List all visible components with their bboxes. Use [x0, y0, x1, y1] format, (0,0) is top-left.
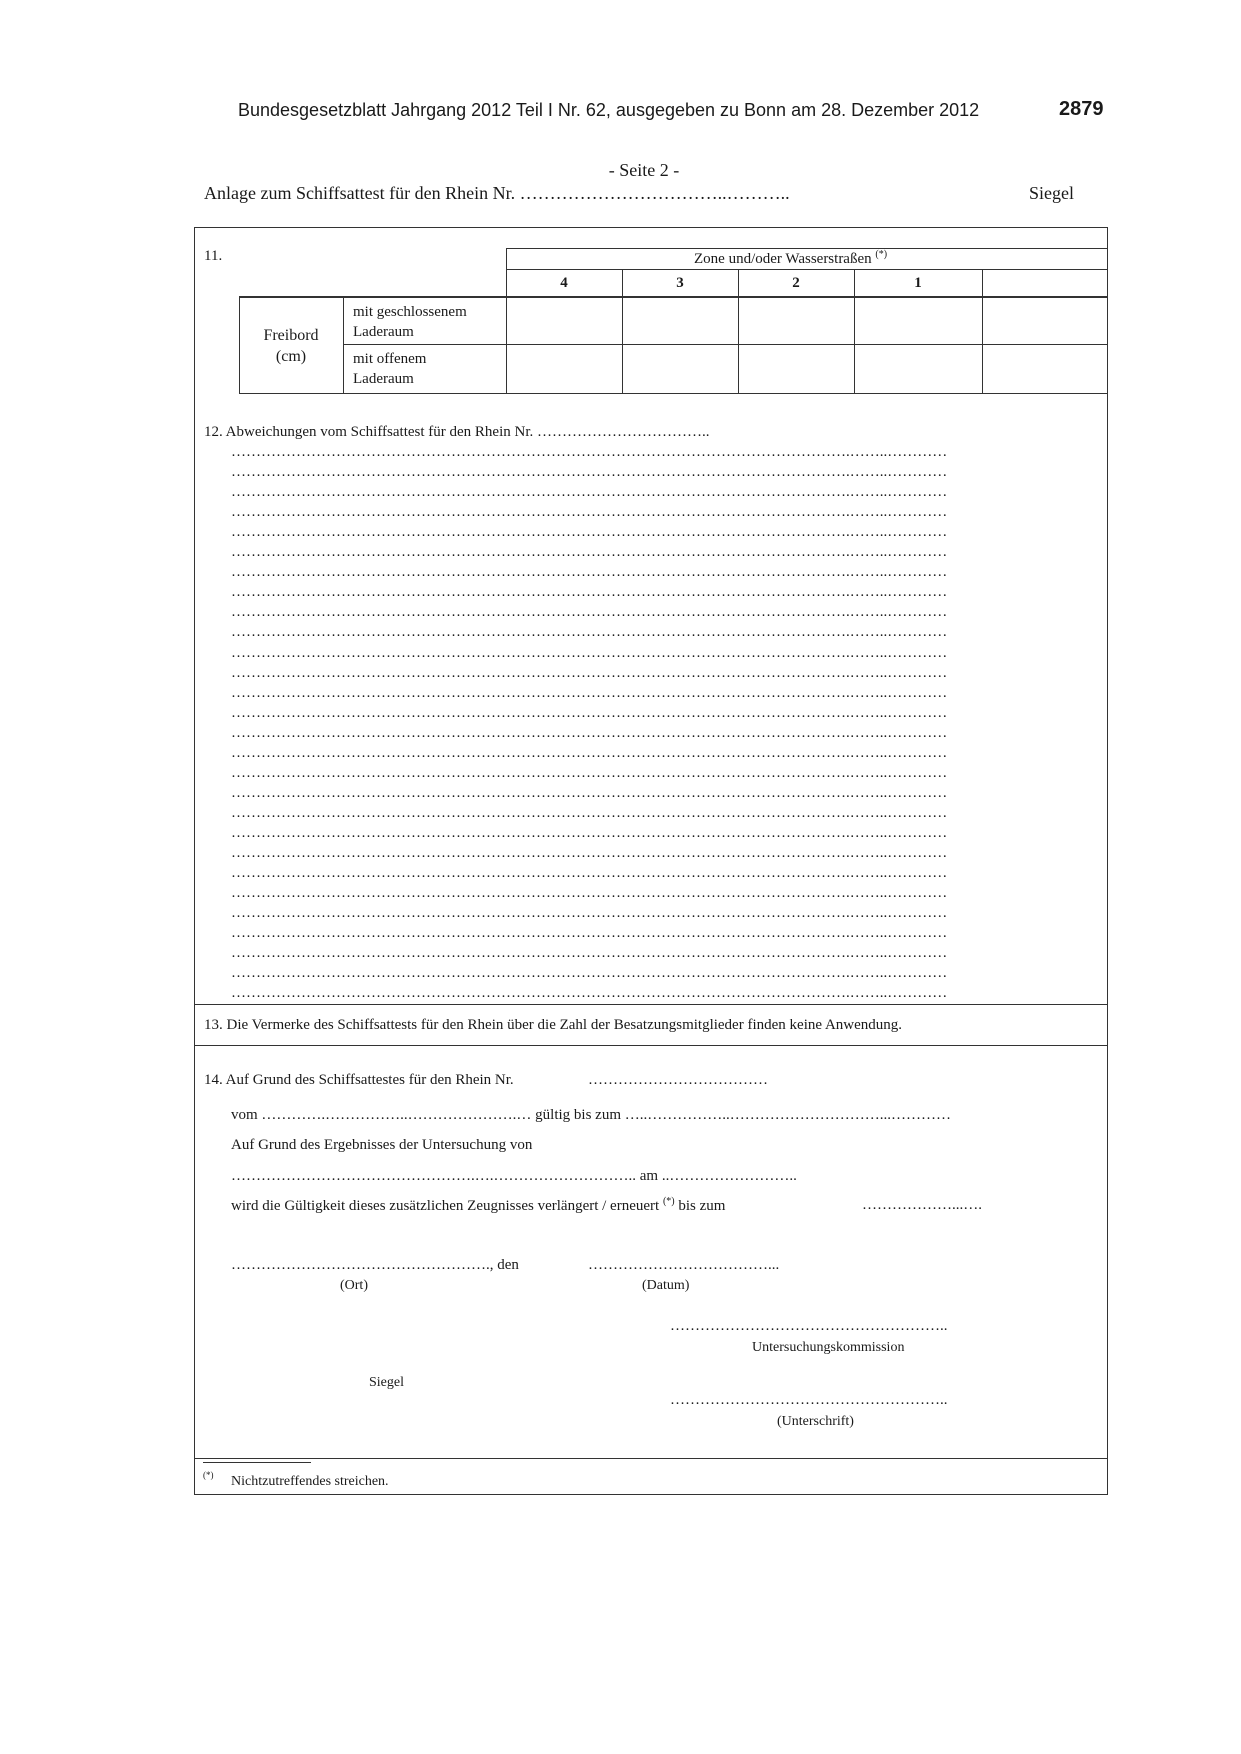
dotted-line: …………………………………………………………………………………………………………….……..…………	[231, 945, 948, 962]
dotted-line: …………………………………………………………………………………………………………….……..…………	[231, 644, 948, 661]
dotted-line: …………………………………………………………………………………………………………….……..…………	[231, 624, 948, 641]
zone-footnote-marker: (*)	[875, 249, 888, 260]
zone-col-3: 3	[676, 275, 684, 291]
grid-line	[982, 269, 983, 393]
row-closed-hold-line2: Laderaum	[353, 324, 414, 340]
dotted-line: …………………………………………………………………………………………………………….……..…………	[231, 544, 948, 561]
kommission-dots: ………………………………………………..	[670, 1318, 948, 1334]
grid-line	[239, 393, 1108, 394]
section-11-number: 11.	[204, 248, 223, 264]
section-divider	[194, 1045, 1108, 1046]
dotted-line: …………………………………………………………………………………………………………….……..…………	[231, 744, 948, 761]
section-13-text: 13. Die Vermerke des Schiffsattests für den Rhein über die Zahl der Besatzungsmitglieder finden keine Anwendung.	[204, 1017, 903, 1033]
verlaengert-line	[231, 1196, 725, 1215]
dotted-line: …………………………………………………………………………………………………………….……..…………	[231, 604, 948, 621]
freibord-label: Freibord	[263, 327, 319, 344]
grid-line	[738, 269, 739, 393]
verlaengert-footnote-marker: (*)	[662, 1196, 675, 1207]
grid-line	[506, 269, 1108, 270]
section-divider	[194, 1004, 1108, 1005]
dotted-line: …………………………………………………………………………………………………………….……..…………	[231, 704, 948, 721]
page-number: 2879	[1059, 98, 1104, 120]
dotted-line: …………………………………………………………………………………………………………….……..…………	[231, 824, 948, 841]
dotted-line: …………………………………………………………………………………………………………….……..…………	[231, 865, 948, 882]
dotted-line: …………………………………………………………………………………………………………….……..…………	[231, 684, 948, 701]
unterschrift-dots: ………………………………………………..	[670, 1392, 948, 1408]
dotted-line: …………………………………………………………………………………………………………….……..…………	[231, 484, 948, 501]
dotted-line: …………………………………………………………………………………………………………….……..…………	[231, 524, 948, 541]
zone-header-text: Zone und/oder Wasserstraßen	[694, 251, 872, 267]
dotted-line: …………………………………………………………………………………………………………….……..…………	[231, 965, 948, 982]
grid-line-thick	[239, 296, 1108, 298]
dotted-line: …………………………………………………………………………………………………………….……..…………	[231, 504, 948, 521]
dotted-line: …………………………………………………………………………………………………………….……..…………	[231, 584, 948, 601]
unterschrift-label: (Unterschrift)	[777, 1414, 854, 1429]
ort-dots: ……………………………………………., den	[231, 1257, 519, 1273]
dotted-line: …………………………………………………………………………………………………………….……..…………	[231, 985, 948, 1002]
dotted-line: …………………………………………………………………………………………………………….……..…………	[231, 905, 948, 922]
dotted-line: …………………………………………………………………………………………………………….……..…………	[231, 724, 948, 741]
dotted-line: …………………………………………………………………………………………………………….……..…………	[231, 925, 948, 942]
dotted-line: …………………………………………………………………………………………………………….……..…………	[231, 804, 948, 821]
verlaengert-text: wird die Gültigkeit dieses zusätzlichen Zeugnisses verlängert / erneuert	[231, 1198, 660, 1214]
ergebnis-line: Auf Grund des Ergebnisses der Untersuchung von	[231, 1137, 533, 1153]
footnote-text: Nichtzutreffendes streichen.	[231, 1474, 389, 1489]
dotted-line: …………………………………………………………………………………………………………….……..…………	[231, 444, 948, 460]
ort-label: (Ort)	[340, 1278, 368, 1293]
verlaengert-suffix: bis zum	[678, 1198, 726, 1214]
dotted-line: …………………………………………………………………………………………………………….……..…………	[231, 784, 948, 801]
grid-line	[343, 344, 1108, 345]
dotted-line: …………………………………………………………………………………………………………….……..…………	[231, 885, 948, 902]
kommission-label: Untersuchungskommission	[752, 1340, 905, 1355]
footnote-rule	[203, 1462, 311, 1463]
verlaengert-dots: ………………...….	[862, 1197, 982, 1213]
vom-line: vom ………….……………..………………….… gültig bis zum …..……………..…………………………...…………	[231, 1107, 951, 1123]
freibord-unit: (cm)	[275, 348, 307, 365]
section-12-heading: 12. Abweichungen vom Schiffsattest für den Rhein Nr. ……………………………..	[204, 424, 710, 440]
zone-col-4: 4	[560, 275, 568, 291]
zone-col-1: 1	[914, 275, 922, 291]
row-closed-hold-line1: mit geschlossenem	[353, 304, 467, 320]
section-divider	[194, 1458, 1108, 1459]
siegel-label: Siegel	[369, 1375, 404, 1390]
zone-header	[694, 249, 887, 268]
section-14-heading: 14. Auf Grund des Schiffsattestes für den Rhein Nr.	[204, 1072, 514, 1088]
footnote-marker: (*)	[203, 1470, 214, 1480]
am-line: ………………………………………….….……………………….. am ..……………………..	[231, 1168, 797, 1184]
siegel-top: Siegel	[1029, 183, 1074, 203]
dotted-line: …………………………………………………………………………………………………………….……..…………	[231, 664, 948, 681]
gazette-header: Bundesgesetzblatt Jahrgang 2012 Teil I Nr. 62, ausgegeben zu Bonn am 28. Dezember 2012	[238, 100, 980, 120]
row-open-hold-line2: Laderaum	[353, 371, 414, 387]
grid-line	[854, 269, 855, 393]
grid-line	[622, 269, 623, 393]
anlage-title: Anlage zum Schiffsattest für den Rhein Nr. ……………………………..………..	[204, 183, 790, 203]
dotted-line: …………………………………………………………………………………………………………….……..…………	[231, 464, 948, 481]
section-14-heading-dots: ………………………………	[588, 1072, 768, 1088]
page-indicator: - Seite 2 -	[608, 160, 680, 180]
dotted-line: …………………………………………………………………………………………………………….……..…………	[231, 764, 948, 781]
zone-col-2: 2	[792, 275, 800, 291]
datum-dots: ………………………………...	[588, 1257, 780, 1273]
dotted-line: …………………………………………………………………………………………………………….……..…………	[231, 564, 948, 581]
datum-label: (Datum)	[642, 1278, 690, 1293]
dotted-line: …………………………………………………………………………………………………………….……..…………	[231, 845, 948, 861]
row-open-hold-line1: mit offenem	[353, 351, 427, 367]
